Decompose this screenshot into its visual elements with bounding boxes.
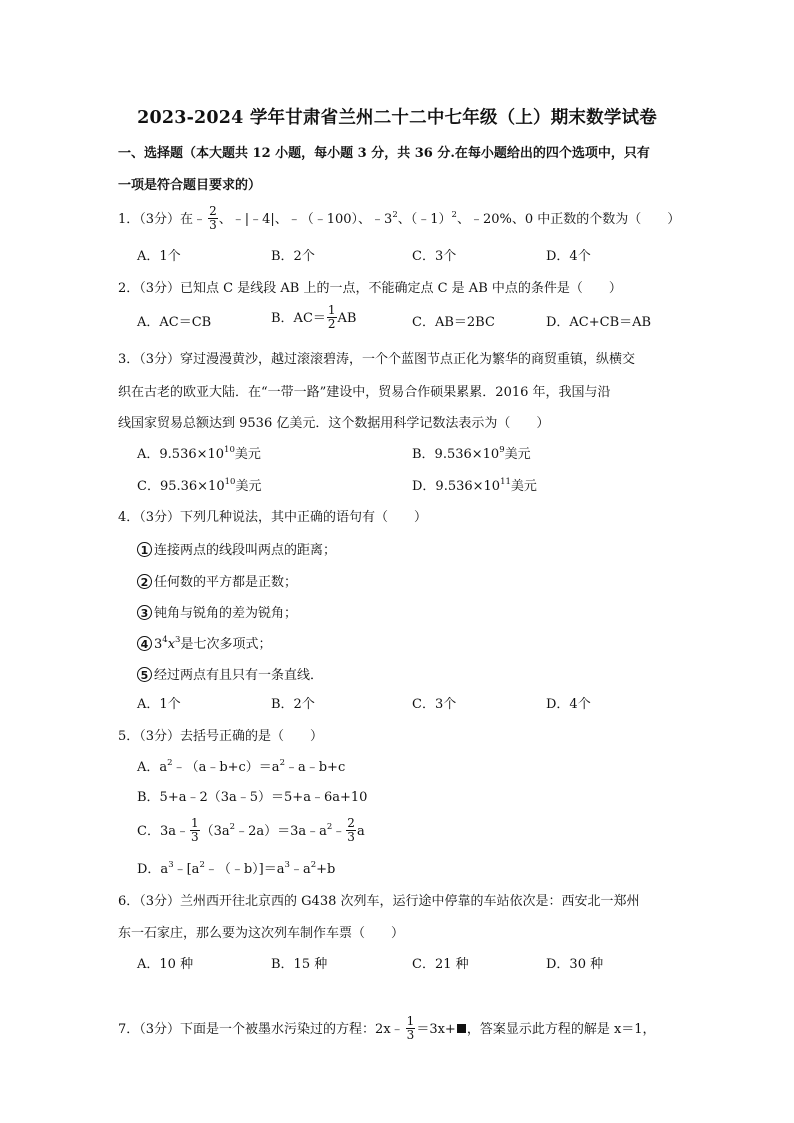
q1-frac-den: 3 (209, 218, 217, 232)
q7-fraction (406, 1015, 416, 1042)
section-heading-line1: 一、选择题（本大题共 12 小题，每小题 3 分，共 36 分.在每小题给出的四个选项中，只有 (118, 146, 650, 161)
q4-item-num-3: 3 (137, 605, 152, 620)
q3-opta-pre: A．9.536×10 (137, 447, 225, 462)
q4-item-var: x (167, 637, 176, 652)
q3-option-c[interactable] (137, 477, 261, 497)
q4-statement-2 (137, 573, 297, 593)
q3-opta-post: 美元 (234, 447, 261, 462)
q1-option-c[interactable]: C．3个 (412, 249, 457, 264)
q3-optb-post: 美元 (504, 447, 531, 462)
q1-middle: 、﹣|﹣4|、﹣（﹣100）、﹣3 (218, 212, 393, 227)
q4-statement-5 (137, 666, 323, 686)
q3-optc-post: 美元 (235, 479, 262, 494)
q2-optb-num: 1 (327, 303, 336, 317)
question-6-line2: 东一石家庄，那么要为这次列车制作车票（ ） (118, 926, 405, 941)
q3-opta-exp: 10 (224, 445, 235, 455)
q5-option-c[interactable] (137, 818, 365, 845)
q4-item-num-2: 2 (137, 574, 152, 589)
q3-option-d[interactable] (412, 477, 537, 497)
q3-optb-exp: 9 (499, 445, 505, 455)
q5-opta-e1: 2 (167, 758, 173, 768)
q3-optc-exp: 10 (224, 477, 236, 487)
q7-num: 1 (406, 1014, 415, 1028)
q5-optc-p4: ﹣ (332, 824, 346, 839)
q4-option-b[interactable]: B．2个 (271, 697, 315, 712)
q3-optd-pre: D．9.536×10 (412, 479, 501, 494)
q5-optc-p2: （3a (200, 824, 230, 839)
question-5-stem: 5．（3分）去括号正确的是（ ） (118, 729, 324, 744)
q4-item-text-3: 钝角与锐角的差为锐角； (154, 606, 298, 621)
q3-optb-pre: B．9.536×10 (412, 447, 500, 462)
q5-optc-p5: a (356, 824, 365, 839)
q5-optd-e2: 2 (199, 860, 205, 870)
q7-p2: ＝3x+ (416, 1022, 456, 1037)
q2-optb-post: AB (337, 311, 357, 326)
question-6-line1: 6．（3分）兰州西开往北京西的 G438 次列车，运行途中停靠的车站依次是：西安北一郑州 (118, 894, 640, 909)
q5-opta-p2: ﹣（a﹣b+c）＝a (172, 760, 280, 775)
q5-opta-p1: A．a (137, 760, 168, 775)
ink-blot-icon (457, 1024, 466, 1033)
q5-optd-e1: 3 (168, 860, 174, 870)
q6-option-b[interactable]: B．15 种 (271, 957, 328, 972)
q7-p3: ，答案显示此方程的解是 x＝1， (466, 1022, 656, 1037)
q3-optc-pre: C．95.36×10 (137, 479, 225, 494)
q7-p1: 7．（3分）下面是一个被墨水污染过的方程：2x (118, 1022, 391, 1037)
q2-option-c[interactable]: C．AB＝2BC (412, 315, 495, 330)
q5-optd-p1: D．a (137, 862, 169, 877)
page-title: 2023-2024 学年甘肃省兰州二十二中七年级（上）期末数学试卷 (137, 108, 657, 128)
q5-optd-p5: +b (316, 862, 336, 877)
q5-optc-n1: 1 (190, 816, 199, 830)
q4-option-d[interactable]: D．4个 (546, 697, 591, 712)
question-2-stem: 2．（3分）已知点 C 是线段 AB 上的一点，不能确定点 C 是 AB 中点的条件是（ ） (118, 281, 622, 296)
q5-option-b[interactable]: B．5+a﹣2（3a﹣5）＝5+a﹣6a+10 (137, 790, 368, 805)
q5-optc-p3: ﹣2a）＝3a﹣a (235, 824, 327, 839)
q1-exp-b: 2 (451, 210, 457, 220)
q4-item-text-1: 连接两点的线段叫两点的距离； (154, 543, 337, 558)
q5-opta-e2: 2 (279, 758, 285, 768)
q4-item-coef: 3 (154, 637, 163, 652)
q1-option-d[interactable]: D．4个 (546, 249, 591, 264)
q5-optc-e1: 2 (229, 822, 236, 832)
q4-statement-3 (137, 604, 297, 624)
q5-opta-p3: ﹣a﹣b+c (284, 760, 346, 775)
q2-optb-fraction (327, 304, 337, 331)
q2-option-a[interactable]: A．AC＝CB (137, 315, 212, 330)
q5-optd-p2: ﹣[a (173, 862, 200, 877)
q2-option-b[interactable] (271, 305, 356, 332)
q4-item-exp1: 4 (162, 635, 168, 645)
q1-option-a[interactable]: A．1个 (137, 249, 181, 264)
q3-option-a[interactable] (137, 445, 261, 465)
q5-optc-n2: 2 (347, 816, 355, 830)
q5-optc-d2: 3 (347, 830, 355, 844)
q1-fraction (208, 205, 218, 232)
q1-prefix: 1．（3分）在 (118, 212, 194, 227)
q5-optd-p3: ﹣（﹣b）]＝a (204, 862, 285, 877)
question-1-stem: 1．（3分）在﹣ $\frac{2}{3}$ 、﹣|﹣4|、﹣（﹣100）、$﹣3^2$、（﹣1）$^2$、﹣20%、0 中正数的个数为（ ） (118, 204, 681, 232)
q1-suffix: 、﹣20%、0 中正数的个数为（ ） (456, 212, 681, 227)
q4-option-a[interactable]: A．1个 (137, 697, 181, 712)
q5-optd-p4: ﹣a (289, 862, 311, 877)
q6-option-a[interactable]: A．10 种 (137, 957, 194, 972)
q5-optd-e4: 2 (310, 860, 317, 870)
question-3-line2: 织在古老的欧亚大陆．在“一带一路”建设中，贸易合作硕果累累．2016 年，我国与沿 (118, 385, 611, 400)
q5-optd-e3: 3 (284, 860, 290, 870)
q1-option-b[interactable]: B．2个 (271, 249, 315, 264)
q3-optd-exp: 11 (500, 477, 511, 487)
q3-optd-post: 美元 (510, 479, 537, 494)
q4-item-exp2: 3 (175, 635, 181, 645)
q1-frac-num: 2 (209, 204, 217, 218)
q5-option-d[interactable] (137, 860, 335, 880)
q4-item-num-4: 4 (137, 636, 152, 651)
question-3-line3: 线国家贸易总额达到 9536 亿美元．这个数据用科学记数法表示为（ ） (118, 416, 550, 431)
q4-item-text-2: 任何数的平方都是正数； (154, 575, 298, 590)
q5-optc-p1: C．3a﹣ (137, 824, 189, 839)
section-heading-line2: 一项是符合题目要求的） (118, 178, 262, 193)
q5-optc-frac2 (346, 817, 356, 844)
q4-item-text-4: 是七次多项式； (180, 637, 272, 652)
q4-item-num-5: 5 (137, 667, 152, 682)
q1-middle2: 、（﹣1） (397, 212, 452, 227)
q4-statement-1 (137, 541, 336, 561)
q4-statement-4 (137, 635, 271, 655)
q6-option-c[interactable]: C．21 种 (412, 957, 469, 972)
q5-optc-frac1 (190, 817, 200, 844)
q3-option-b[interactable] (412, 445, 531, 465)
q5-option-a[interactable] (137, 758, 345, 778)
question-7-stem: 7．（3分）下面是一个被墨水污染过的方程：2x﹣ $\frac{1}{3}$ ＝3x+ ，答案显示此方程的解是 x＝1， (118, 1014, 656, 1042)
q5-optc-e2: 2 (326, 822, 333, 832)
q4-item-text-5: 经过两点有且只有一条直线． (154, 668, 324, 683)
question-3-line1: 3．（3分）穿过漫漫黄沙，越过滚滚碧涛，一个个蓝图节点正化为繁华的商贸重镇，纵横交 (118, 352, 636, 367)
q5-optc-d1: 3 (190, 830, 199, 844)
q2-option-d[interactable]: D．AC+CB＝AB (546, 315, 652, 330)
q4-item-num-1: 1 (137, 542, 152, 557)
q4-option-c[interactable]: C．3个 (412, 697, 457, 712)
question-4-stem: 4．（3分）下列几种说法，其中正确的语句有（ ） (118, 510, 428, 525)
q6-option-d[interactable]: D．30 种 (546, 957, 604, 972)
q2-optb-pre: B．AC＝ (271, 311, 326, 326)
q2-optb-den: 2 (327, 317, 336, 331)
q1-exp: 2 (392, 210, 398, 220)
q7-den: 3 (406, 1028, 415, 1042)
